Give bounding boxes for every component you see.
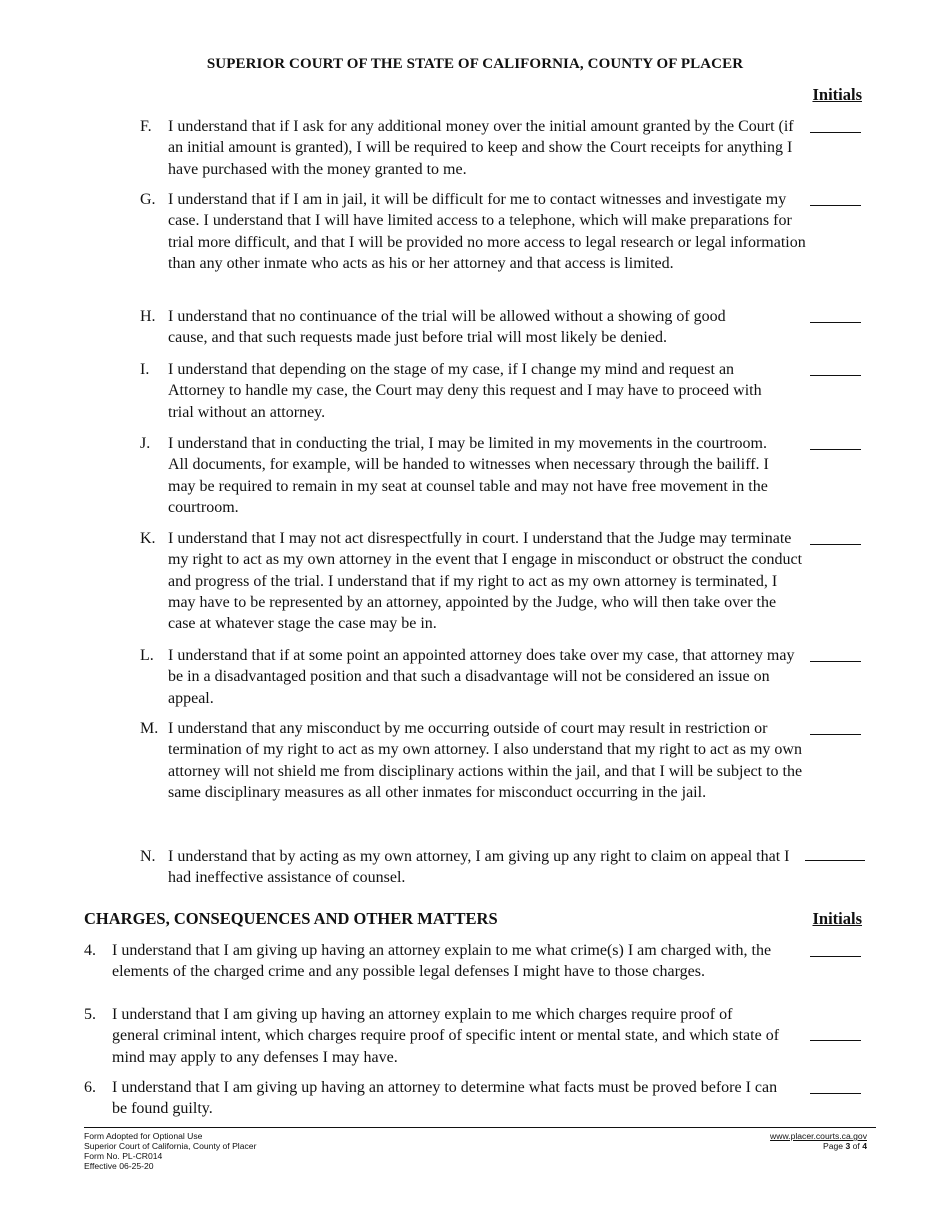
footer-form-info	[84, 1131, 256, 1171]
footer-page-info	[770, 1131, 867, 1151]
item-number: 5.	[84, 1006, 96, 1023]
initials-blank-k[interactable]	[810, 544, 861, 545]
item-text: I understand that if at some point an appointed attorney does take over my case, that attorney may be in a disadvantaged position and that such a disadvantage will not be considered an issue on appeal.	[168, 647, 795, 707]
page-number	[770, 1141, 867, 1151]
item-text: I understand that by acting as my own attorney, I am giving up any right to claim on appeal that I had ineffective assistance of counsel.	[168, 848, 790, 887]
item-letter: H.	[140, 308, 156, 325]
charges-section-title: CHARGES, CONSEQUENCES AND OTHER MATTERS	[84, 909, 498, 928]
footer-court: Superior Court of California, County of Placer	[84, 1141, 257, 1151]
item-letter: F.	[140, 118, 152, 135]
item-text: I understand that in conducting the trial, I may be limited in my movements in the courtroom. All documents, for example, will be handed to witnesses when necessary through the bailiff. I may be required to remain in my seat at counsel table and may not have free movement in the courtroom.	[168, 435, 769, 516]
initials-column-header: Initials	[812, 85, 862, 104]
initials-blank-j[interactable]	[810, 449, 861, 450]
charges-initials-header: Initials	[812, 909, 862, 928]
page-separator: of	[850, 1141, 863, 1151]
item-text: I understand that I am giving up having an attorney explain to me what crime(s) I am charged with, the elements of the charged crime and any possible legal defenses I might have to those charges.	[112, 942, 772, 981]
initials-blank-g[interactable]	[810, 205, 861, 206]
item-text: I understand that if I ask for any additional money over the initial amount granted by the Court (if an initial amount is granted), I will be required to keep and show the Court receipts for anything I have purchased with the money granted to me.	[168, 118, 794, 178]
footer-divider	[84, 1127, 876, 1128]
item-text: I understand that any misconduct by me occurring outside of court may result in restriction or termination of my right to act as my own attorney. I also understand that my right to act as my own attorney will not shield me from disciplinary actions within the jail, and that I will be subject to the same disciplinary measures as all other inmates for misconduct occurring in the jail.	[168, 720, 803, 801]
page-current: 3	[845, 1141, 851, 1151]
initials-blank-m[interactable]	[810, 734, 861, 735]
initials-blank-h[interactable]	[810, 322, 861, 323]
item-letter: N.	[140, 848, 156, 865]
item-letter: G.	[140, 191, 156, 208]
item-letter: J.	[140, 435, 151, 452]
page-total: 4	[862, 1141, 867, 1151]
initials-blank-f[interactable]	[810, 132, 861, 133]
initials-blank-i[interactable]	[810, 375, 861, 376]
footer-adopted: Form Adopted for Optional Use	[84, 1131, 203, 1141]
initials-blank-4[interactable]	[810, 956, 861, 957]
item-letter: L.	[140, 647, 154, 664]
page-prefix: Page	[823, 1141, 846, 1151]
item-number: 6.	[84, 1079, 96, 1096]
initials-blank-6[interactable]	[810, 1093, 861, 1094]
item-number: 4.	[84, 942, 96, 959]
footer-form-number: Form No. PL-CR014	[84, 1151, 163, 1161]
initials-blank-5[interactable]	[810, 1040, 861, 1041]
court-title: SUPERIOR COURT OF THE STATE OF CALIFORNIA, COUNTY OF PLACER	[206, 56, 744, 72]
item-text: I understand that no continuance of the trial will be allowed without a showing of good cause, and that such requests made just before trial will most likely be denied.	[168, 308, 726, 347]
court-website-link[interactable]: www.placer.courts.ca.gov	[770, 1131, 867, 1141]
item-letter: I.	[140, 361, 150, 378]
footer-effective-date: Effective 06-25-20	[84, 1161, 154, 1171]
initials-blank-n[interactable]	[805, 860, 865, 861]
item-text: I understand that I am giving up having an attorney explain to me which charges require proof of general criminal intent, which charges require proof of specific intent or mental state, and which state of mind may apply to any defenses I may have.	[112, 1006, 780, 1066]
item-text: I understand that I am giving up having an attorney to determine what facts must be proved before I can be found guilty.	[112, 1079, 778, 1118]
item-letter: K.	[140, 530, 156, 547]
initials-blank-l[interactable]	[810, 661, 861, 662]
item-text: I understand that I may not act disrespectfully in court. I understand that the Judge may terminate my right to act as my own attorney in the event that I engage in misconduct or obstruct the conduct and progress of the trial. I understand that if my right to act as my own attorney is terminated, I may have to be represented by an attorney, appointed by the Judge, who will then take over the case at whatever stage the case may be in.	[168, 530, 803, 633]
item-text: I understand that if I am in jail, it will be difficult for me to contact witnesses and investigate my case. I understand that I will have limited access to a telephone, which will make preparations for trial more difficult, and that I will be provided no more access to legal research or legal information than any other inmate who acts as his or her attorney and that access is limited.	[168, 191, 806, 272]
item-letter: M.	[140, 720, 159, 737]
item-text: I understand that depending on the stage of my case, if I change my mind and request an Attorney to handle my case, the Court may deny this request and I may have to proceed with trial without an attorney.	[168, 361, 762, 421]
